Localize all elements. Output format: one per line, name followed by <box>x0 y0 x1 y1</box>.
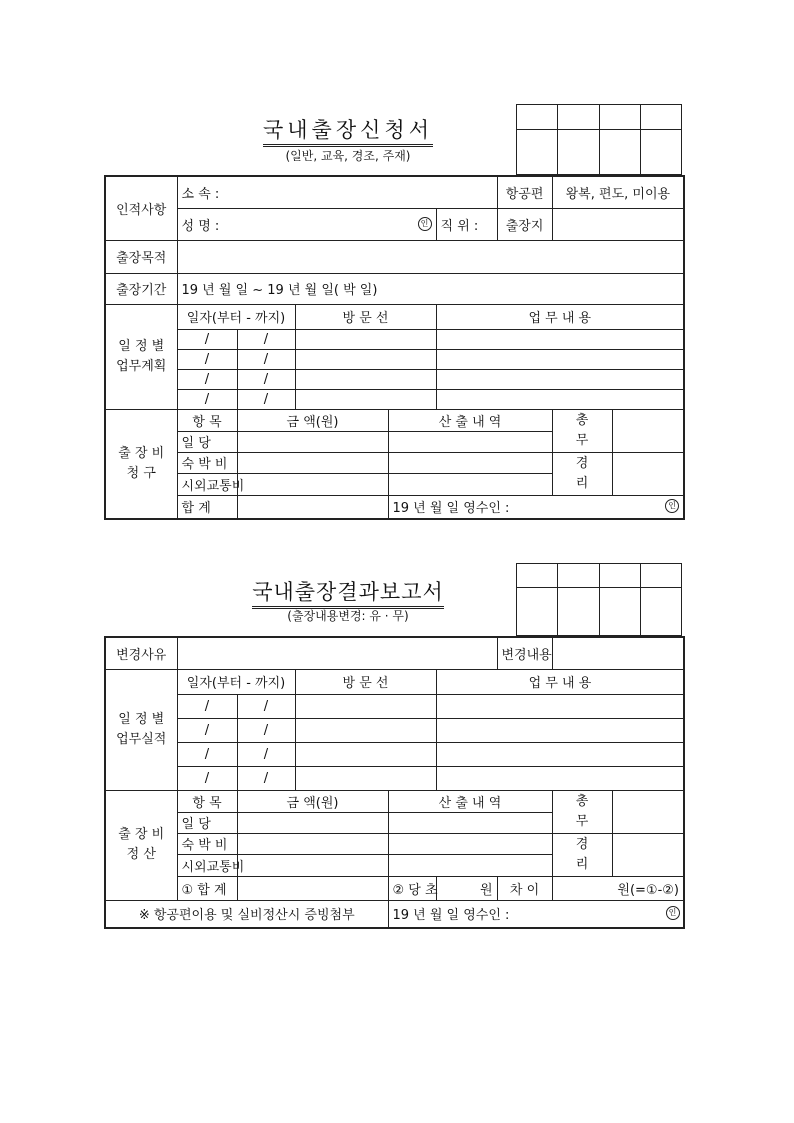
general-affairs-line2: 무 <box>575 432 589 448</box>
amount-header: 금 액(원) <box>237 409 388 431</box>
total-label: 합 계 <box>177 495 237 519</box>
date-to[interactable]: / <box>237 369 295 389</box>
work-cell[interactable] <box>436 329 684 349</box>
date-header: 일자(부터 - 까지) <box>177 669 295 694</box>
date-to[interactable]: / <box>237 766 295 790</box>
daily-label: 일 당 <box>177 431 237 452</box>
form1-title-wrap <box>180 114 516 144</box>
date-from[interactable]: / <box>177 742 237 766</box>
daily-detail[interactable] <box>388 431 552 452</box>
difference-label: 차 이 <box>497 876 552 900</box>
work-cell[interactable] <box>436 389 684 409</box>
schedule-label <box>105 669 177 790</box>
airline-label: 항공편 <box>497 176 552 208</box>
change-reason-label: 변경사유 <box>105 637 177 669</box>
transport-detail[interactable] <box>388 854 552 876</box>
initial-label: ② 당 초 <box>388 876 436 900</box>
work-header: 업 무 내 용 <box>436 669 684 694</box>
accounting-sign[interactable] <box>612 833 684 876</box>
visit-cell[interactable] <box>295 718 436 742</box>
visit-cell[interactable] <box>295 742 436 766</box>
accounting-line2: 리 <box>575 856 589 872</box>
lodging-label: 숙 박 비 <box>177 452 237 473</box>
seal-icon: 인 <box>665 499 679 513</box>
purpose-field[interactable] <box>177 240 684 273</box>
date-to[interactable]: / <box>237 389 295 409</box>
date-from[interactable]: / <box>177 694 237 718</box>
transport-amount[interactable] <box>237 473 388 495</box>
seal-icon: 인 <box>418 217 432 231</box>
work-cell[interactable] <box>436 742 684 766</box>
change-content-label: 변경내용 <box>497 637 552 669</box>
transport-detail[interactable] <box>388 473 552 495</box>
date-from[interactable]: / <box>177 349 237 369</box>
expense-label <box>105 409 177 519</box>
period-field[interactable]: 19 년 월 일 ~ 19 년 월 일( 박 일) <box>177 273 684 304</box>
receipt-label: 19 년 월 일 영수인 : <box>392 501 510 517</box>
schedule-label-line2: 업무계획 <box>116 358 167 374</box>
visit-cell[interactable] <box>295 694 436 718</box>
airline-options[interactable]: 왕복, 편도, 미이용 <box>552 176 684 208</box>
position-label: 직 위 : <box>440 218 479 234</box>
purpose-label: 출장목적 <box>105 240 177 273</box>
work-cell[interactable] <box>436 369 684 389</box>
form1-table <box>104 175 685 520</box>
general-affairs-line2: 무 <box>575 813 589 829</box>
general-affairs-label <box>552 409 612 452</box>
lodging-label: 숙 박 비 <box>177 833 237 854</box>
general-affairs-sign[interactable] <box>612 409 684 452</box>
date-to[interactable]: / <box>237 349 295 369</box>
form2-title: 국내출장결과보고서 <box>252 580 444 609</box>
expense-label <box>105 790 177 900</box>
receipt-field[interactable] <box>388 495 684 519</box>
daily-label: 일 당 <box>177 812 237 833</box>
expense-label-line2: 정 산 <box>126 847 156 862</box>
amount-header: 금 액(원) <box>237 790 388 812</box>
visit-cell[interactable] <box>295 766 436 790</box>
expense-label-line1: 출 장 비 <box>118 827 165 842</box>
accounting-sign[interactable] <box>612 452 684 495</box>
accounting-line1: 경 <box>575 455 589 471</box>
date-to[interactable]: / <box>237 718 295 742</box>
transport-label: 시외교통비 <box>177 473 237 495</box>
visit-cell[interactable] <box>295 389 436 409</box>
work-cell[interactable] <box>436 349 684 369</box>
accounting-line1: 경 <box>575 836 589 852</box>
form2-subtitle: (출장내용변경: 유 · 무) <box>287 609 409 623</box>
date-from[interactable]: / <box>177 369 237 389</box>
form2-title-wrap <box>180 576 516 606</box>
personal-info-label: 인적사항 <box>105 176 177 240</box>
daily-amount[interactable] <box>237 431 388 452</box>
visit-header: 방 문 선 <box>295 304 436 329</box>
destination-label: 출장지 <box>497 208 552 240</box>
form1-subtitle: (일반, 교육, 경조, 주재) <box>285 149 411 163</box>
date-from[interactable]: / <box>177 389 237 409</box>
name-field[interactable] <box>177 208 436 240</box>
difference-amount[interactable]: 원(=①-②) <box>552 876 684 900</box>
daily-amount[interactable] <box>237 812 388 833</box>
visit-cell[interactable] <box>295 329 436 349</box>
affiliation-label: 소 속 : <box>181 186 220 202</box>
name-label: 성 명 : <box>181 218 220 234</box>
schedule-label-line1: 일 정 별 <box>118 711 165 727</box>
accounting-label <box>552 833 612 876</box>
detail-header: 산 출 내 역 <box>388 409 552 431</box>
visit-cell[interactable] <box>295 369 436 389</box>
item-header: 항 목 <box>177 409 237 431</box>
general-affairs-line1: 총 <box>575 412 589 428</box>
date-to[interactable]: / <box>237 329 295 349</box>
seal-icon: 인 <box>666 906 680 920</box>
transport-label: 시외교통비 <box>177 854 237 876</box>
position-field[interactable] <box>436 208 497 240</box>
accounting-label <box>552 452 612 495</box>
lodging-detail[interactable] <box>388 833 552 854</box>
schedule-label <box>105 304 177 409</box>
daily-detail[interactable] <box>388 812 552 833</box>
work-cell[interactable] <box>436 766 684 790</box>
receipt-field[interactable] <box>388 900 684 928</box>
item-header: 항 목 <box>177 790 237 812</box>
expense-label-line1: 출 장 비 <box>118 445 165 461</box>
accounting-line2: 리 <box>575 475 589 491</box>
form2-table <box>104 636 685 929</box>
transport-amount[interactable] <box>237 854 388 876</box>
affiliation-field[interactable] <box>177 176 497 208</box>
attachment-note: ※ 항공편이용 및 실비정산시 증빙첨부 <box>105 900 388 928</box>
schedule-label-line1: 일 정 별 <box>118 338 165 354</box>
general-affairs-line1: 총 <box>575 793 589 809</box>
change-reason-field[interactable] <box>177 637 497 669</box>
date-to[interactable]: / <box>237 694 295 718</box>
lodging-amount[interactable] <box>237 833 388 854</box>
work-cell[interactable] <box>436 718 684 742</box>
schedule-label-line2: 업무실적 <box>116 731 167 747</box>
destination-field[interactable] <box>552 208 684 240</box>
date-from[interactable]: / <box>177 766 237 790</box>
visit-header: 방 문 선 <box>295 669 436 694</box>
receipt-label: 19 년 월 일 영수인 : <box>392 908 510 924</box>
general-affairs-sign[interactable] <box>612 790 684 833</box>
total-amount[interactable] <box>237 495 388 519</box>
approval-box-2 <box>516 563 682 636</box>
period-label: 출장기간 <box>105 273 177 304</box>
total-label: ① 합 계 <box>177 876 237 900</box>
lodging-amount[interactable] <box>237 452 388 473</box>
expense-label-line2: 청 구 <box>126 465 156 481</box>
visit-cell[interactable] <box>295 349 436 369</box>
detail-header: 산 출 내 역 <box>388 790 552 812</box>
date-header: 일자(부터 - 까지) <box>177 304 295 329</box>
total-amount[interactable] <box>237 876 388 900</box>
work-cell[interactable] <box>436 694 684 718</box>
work-header: 업 무 내 용 <box>436 304 684 329</box>
approval-box-1 <box>516 104 682 175</box>
date-from[interactable]: / <box>177 718 237 742</box>
date-to[interactable]: / <box>237 742 295 766</box>
lodging-detail[interactable] <box>388 452 552 473</box>
change-content-field[interactable] <box>552 637 684 669</box>
form1-title: 국내출장신청서 <box>263 118 433 147</box>
initial-amount[interactable]: 원 <box>436 876 497 900</box>
general-affairs-label <box>552 790 612 833</box>
date-from[interactable]: / <box>177 329 237 349</box>
